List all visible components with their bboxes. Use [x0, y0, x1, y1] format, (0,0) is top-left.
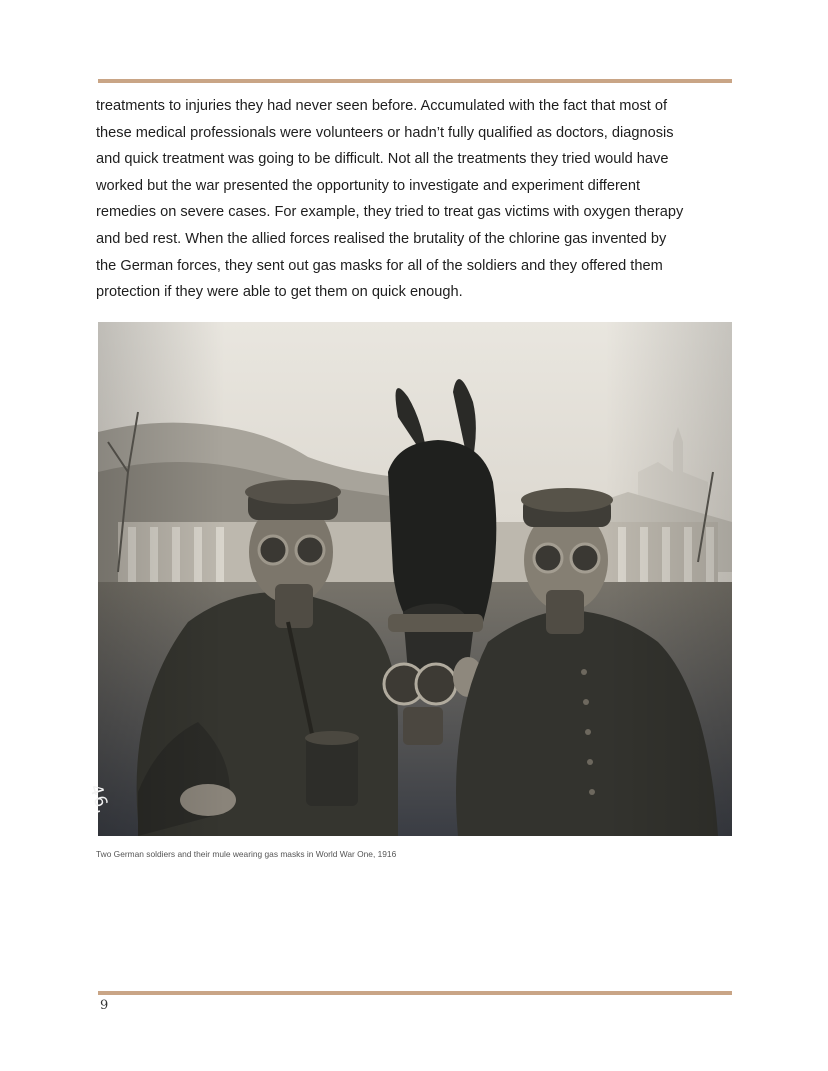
top-rule	[98, 79, 732, 83]
body-paragraph: treatments to injuries they had never seen before. Accumulated with the fact that most of these medical professionals were volunteers or hadn’t fully qualified as doctors, diagnosis and quick treatment was going to be difficult. Not all the treatments they tried would have worked but the war presented the opportunity to investigate and experiment different remedies on severe cases. For example, they tried to treat gas victims with oxygen therapy and bed rest. When the allied forces realised the brutality of the chlorine gas invented by the German forces, they sent out gas masks for all of the soldiers and they offered them protection if they were able to get them on quick enough.	[96, 98, 684, 301]
photo-caption: Two German soldiers and their mule wearing gas masks in World War One, 1916	[96, 849, 397, 859]
photo-plate-number: 46.	[84, 782, 114, 817]
historical-photo	[98, 322, 732, 836]
bottom-rule	[98, 991, 732, 995]
page-number: 9	[100, 998, 109, 1013]
